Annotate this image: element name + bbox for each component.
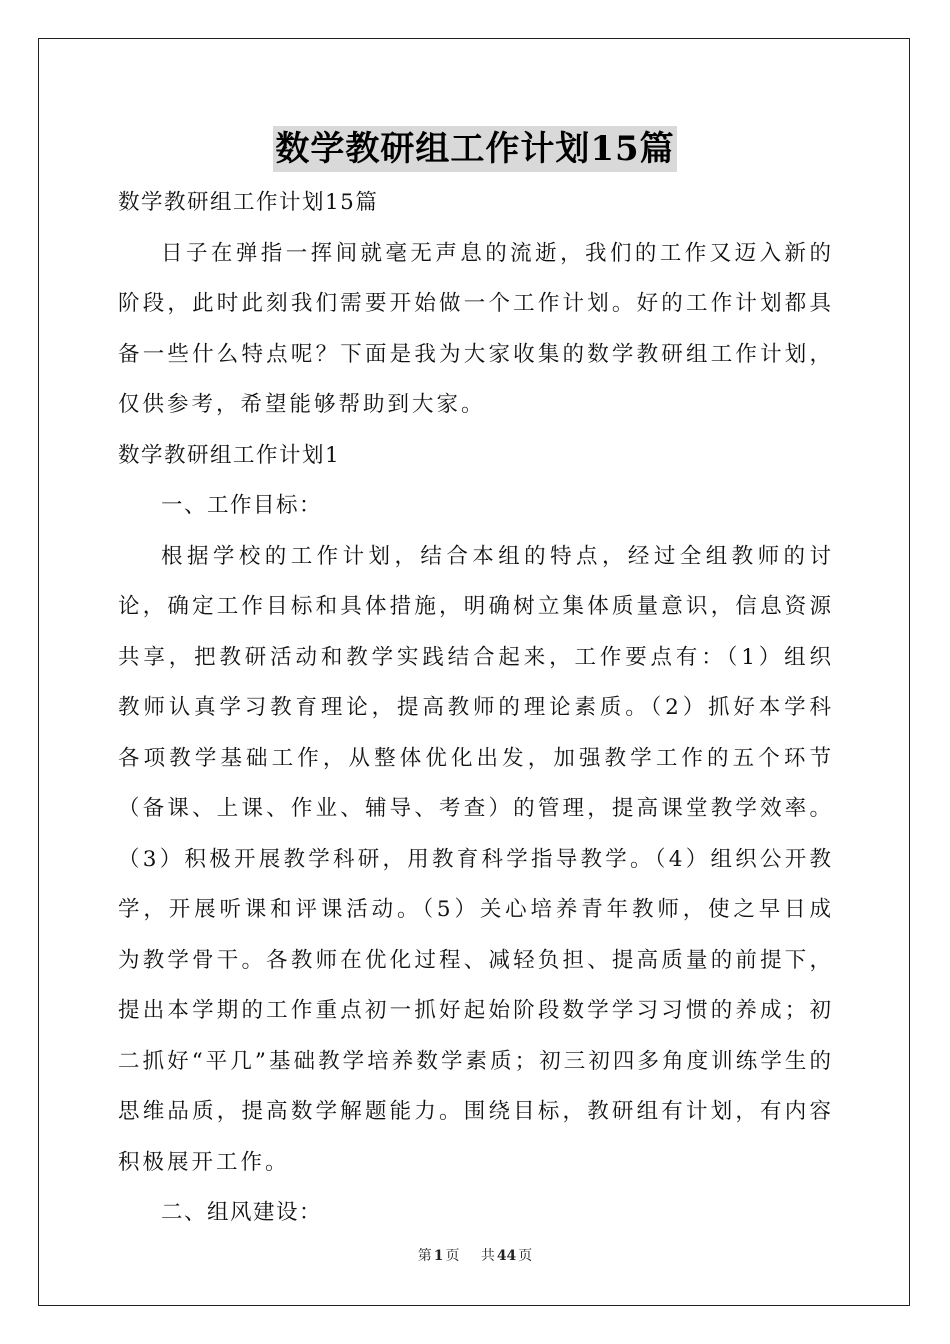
- title-container: [0, 126, 950, 172]
- document-title: 数学教研组工作计划15篇: [273, 126, 676, 172]
- document-body: [118, 178, 834, 1239]
- page-indicator: 第 1 页: [417, 1248, 460, 1264]
- total-pages-indicator: 共 44 页: [480, 1248, 533, 1264]
- total-pages: 44: [496, 1248, 517, 1264]
- page-footer: [0, 1245, 950, 1265]
- page-number: 1: [433, 1248, 444, 1264]
- heading-work-goals: 一、工作目标：: [161, 493, 323, 518]
- heading-group-style: 二、组风建设：: [161, 1200, 323, 1225]
- subtitle: 数学教研组工作计划15篇: [118, 190, 379, 215]
- work-goals-paragraph: 根据学校的工作计划，结合本组的特点，经过全组教师的讨论，确定工作目标和具体措施，明确树立集体质量意识，信息资源共享，把教研活动和教学实践结合起来，工作要点有：（1）组织教师认真学习教育理论，提高教师的理论素质。（2）抓好本学科各项教学基础工作，从整体优化出发，加强教学工作的五个环节（备课、上课、作业、辅导、考查）的管理，提高课堂教学效率。（3）积极开展教学科研，用教育科学指导教学。（4）组织公开教学，开展听课和评课活动。（5）关心培养青年教师，使之早日成为教学骨干。各教师在优化过程、减轻负担、提高质量的前提下，提出本学期的工作重点初一抓好起始阶段数学学习习惯的养成；初二抓好“平几”基础教学培养数学素质；初三初四多角度训练学生的思维品质，提高数学解题能力。围绕目标，教研组有计划，有内容积极展开工作。: [118, 543, 834, 1175]
- section-title: 数学教研组工作计划1: [118, 442, 341, 468]
- intro-paragraph: 日子在弹指一挥间就毫无声息的流逝，我们的工作又迈入新的阶段，此时此刻我们需要开始做一个工作计划。好的工作计划都具备一些什么特点呢？下面是我为大家收集的数学教研组工作计划，仅供参考，希望能够帮助到大家。: [118, 240, 834, 417]
